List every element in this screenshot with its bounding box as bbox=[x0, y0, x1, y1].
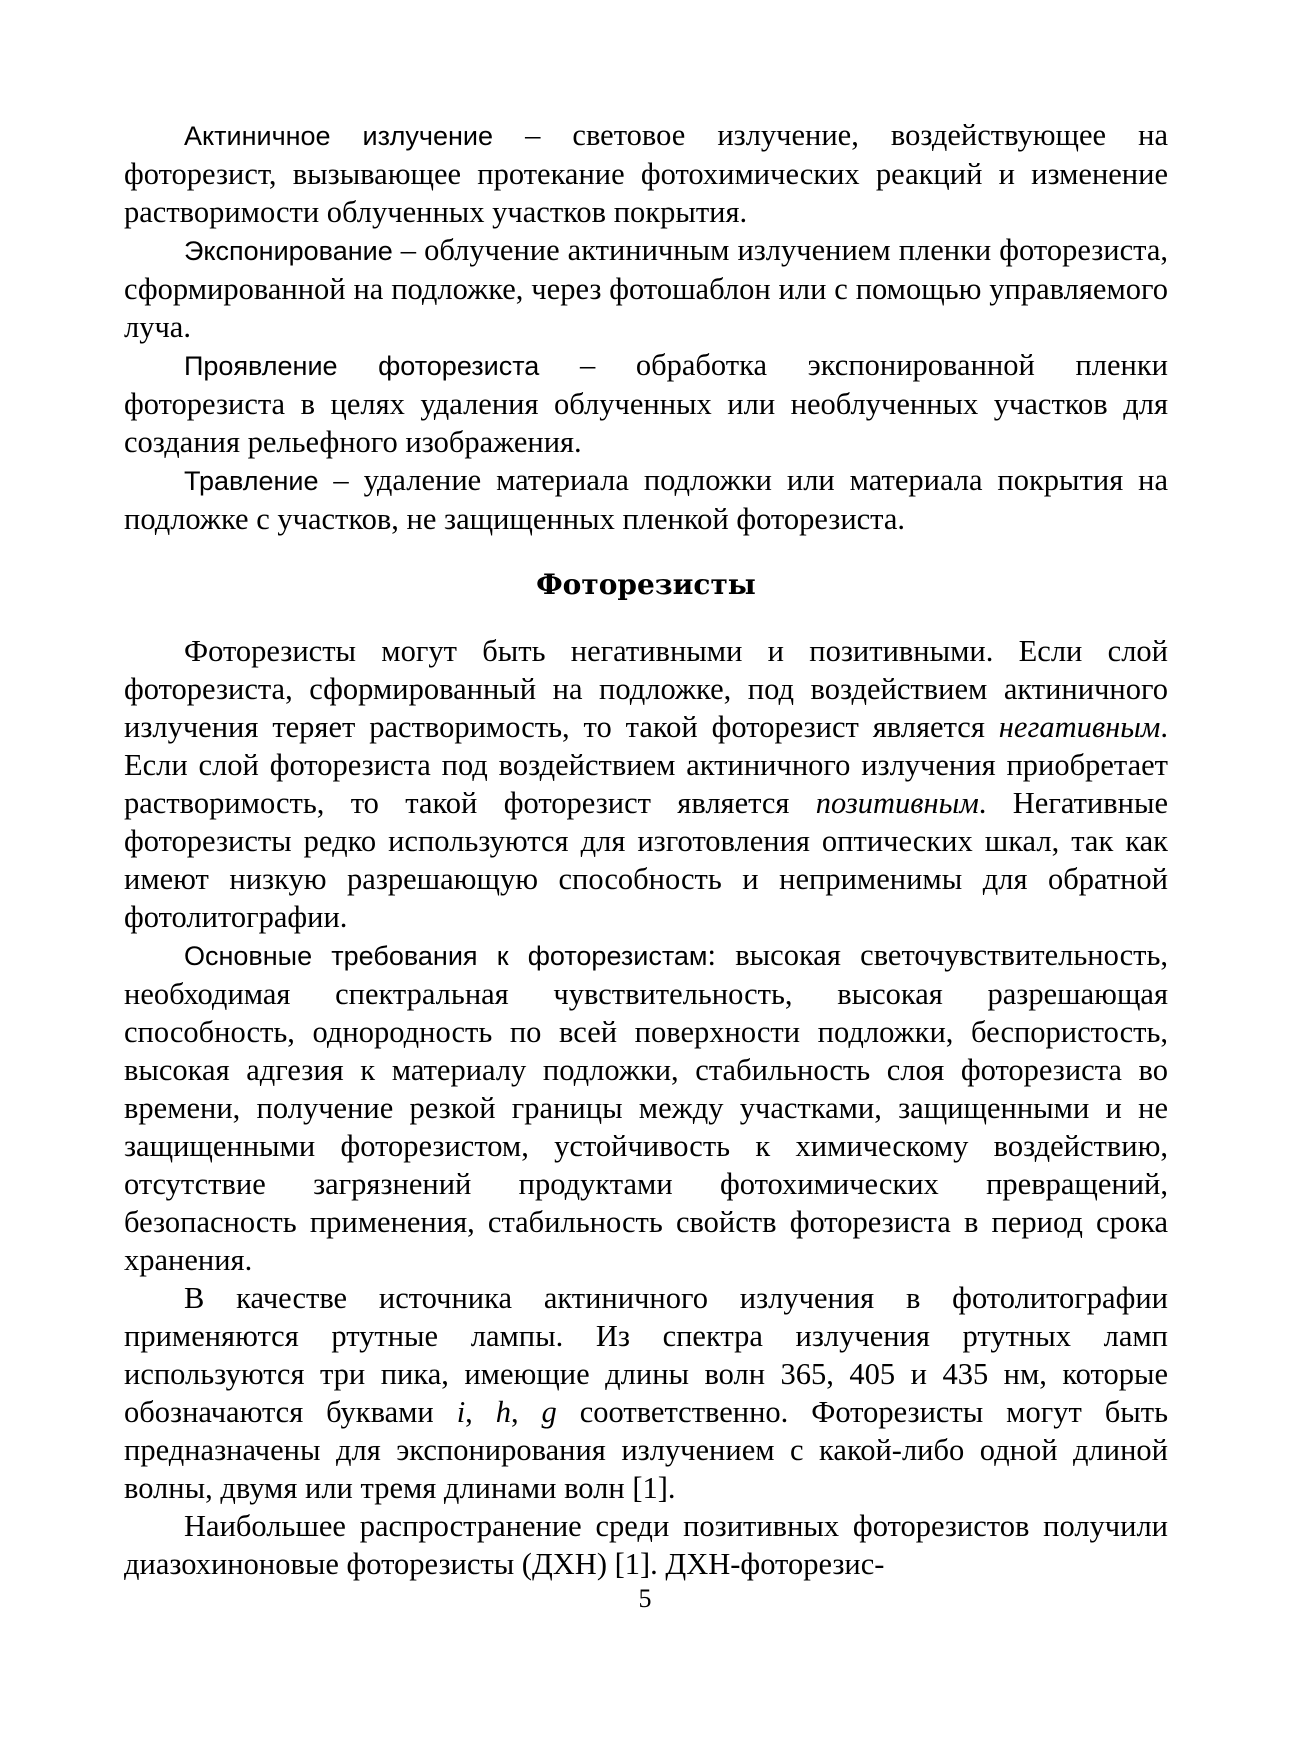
definition-text: – световое излучение, воздействующее на фоторезист, вызывающее протекание фотохимических реакций и изменение растворимости облученных участков покрытия. bbox=[124, 118, 1168, 229]
paragraph-text: Фоторезисты могут быть негативными и позитивными. Если слой фоторезиста, сформированный на подложке, под воздействием актиничного излучения теряет растворимость, то такой фоторезист является bbox=[124, 634, 1168, 744]
definition-term: Экспонирование bbox=[184, 236, 393, 266]
definition-paragraph bbox=[124, 346, 1168, 461]
definition-text: – удаление материала подложки или материала покрытия на подложке с участков, не защищенных пленкой фоторезиста. bbox=[124, 463, 1168, 536]
body-paragraph bbox=[124, 632, 1168, 936]
paragraph-text: Наибольшее распространение среди позитивных фоторезистов получили диазохиноновые фоторезисты (ДХН) [1]. ДХН-фоторезис- bbox=[124, 1509, 1168, 1581]
definition-term: Травление bbox=[184, 466, 319, 496]
requirements-paragraph bbox=[124, 936, 1168, 1279]
definition-text: – обработка экспонированной пленки фоторезиста в целях удаления облученных или необлученных участков для создания рельефного изображения. bbox=[124, 348, 1169, 459]
letter-i: i bbox=[456, 1395, 466, 1429]
letter-g: g bbox=[541, 1395, 557, 1429]
section-heading: Фоторезисты bbox=[536, 568, 756, 601]
definition-paragraph bbox=[124, 231, 1168, 346]
paragraph-text: . Если слой фоторезиста под воздействием актиничного излучения приобретает растворимость, то такой фоторезист является bbox=[124, 710, 1168, 820]
definition-paragraph bbox=[124, 461, 1168, 538]
paragraph-text: . Негативные фоторезисты редко используются для изготовления оптических шкал, так как имеют низкую разрешающую способность и неприменимы для обратной фотолитографии. bbox=[124, 786, 1169, 934]
document-page bbox=[124, 116, 1168, 1583]
requirements-term: Основные требования к фоторезистам bbox=[184, 941, 708, 971]
paragraph-text: В качестве источника актиничного излучения в фотолитографии применяются ртутные лампы. Из спектра излучения ртутных ламп используются три пика, имеющие длины волн 365, 405 и 435 нм, которые обозначаются буквами bbox=[124, 1281, 1168, 1429]
definition-term: Проявление фоторезиста bbox=[184, 351, 540, 381]
definition-term: Актиничное излучение bbox=[184, 121, 494, 151]
separator: , bbox=[510, 1395, 542, 1429]
separator: , bbox=[465, 1395, 496, 1429]
paragraph-text: : высокая светочувствительность, необходимая спектральная чувствительность, высокая разрешающая способность, однородность по всей поверхности подложки, беспористость, высокая адгезия к материалу подложки, стабильность слоя фоторезиста во времени, получение резкой границы между участками, защищенными и не защищенными фоторезистом, устойчивость к химическому воздействию, отсутствие загрязнений продуктами фотохимических превращений, безопасность применения, стабильность свойств фоторезиста в период срока хранения. bbox=[124, 938, 1168, 1277]
body-paragraph bbox=[124, 1507, 1168, 1583]
emphasis-negative: негативным bbox=[998, 710, 1161, 744]
emphasis-positive: позитивным bbox=[815, 786, 979, 820]
body-paragraph bbox=[124, 1279, 1168, 1507]
page-number: 5 bbox=[638, 1584, 652, 1613]
letter-h: h bbox=[495, 1395, 511, 1429]
paragraph-text: соответственно. Фоторезисты могут быть предназначены для экспонирования излучением с какой-либо одной длиной волны, двумя или тремя длинами волн [1]. bbox=[124, 1395, 1168, 1505]
definition-paragraph bbox=[124, 116, 1168, 231]
definition-text: – облучение актиничным излучением пленки фоторезиста, сформированной на подложке, через фотошаблон или с помощью управляемого луча. bbox=[124, 233, 1168, 344]
